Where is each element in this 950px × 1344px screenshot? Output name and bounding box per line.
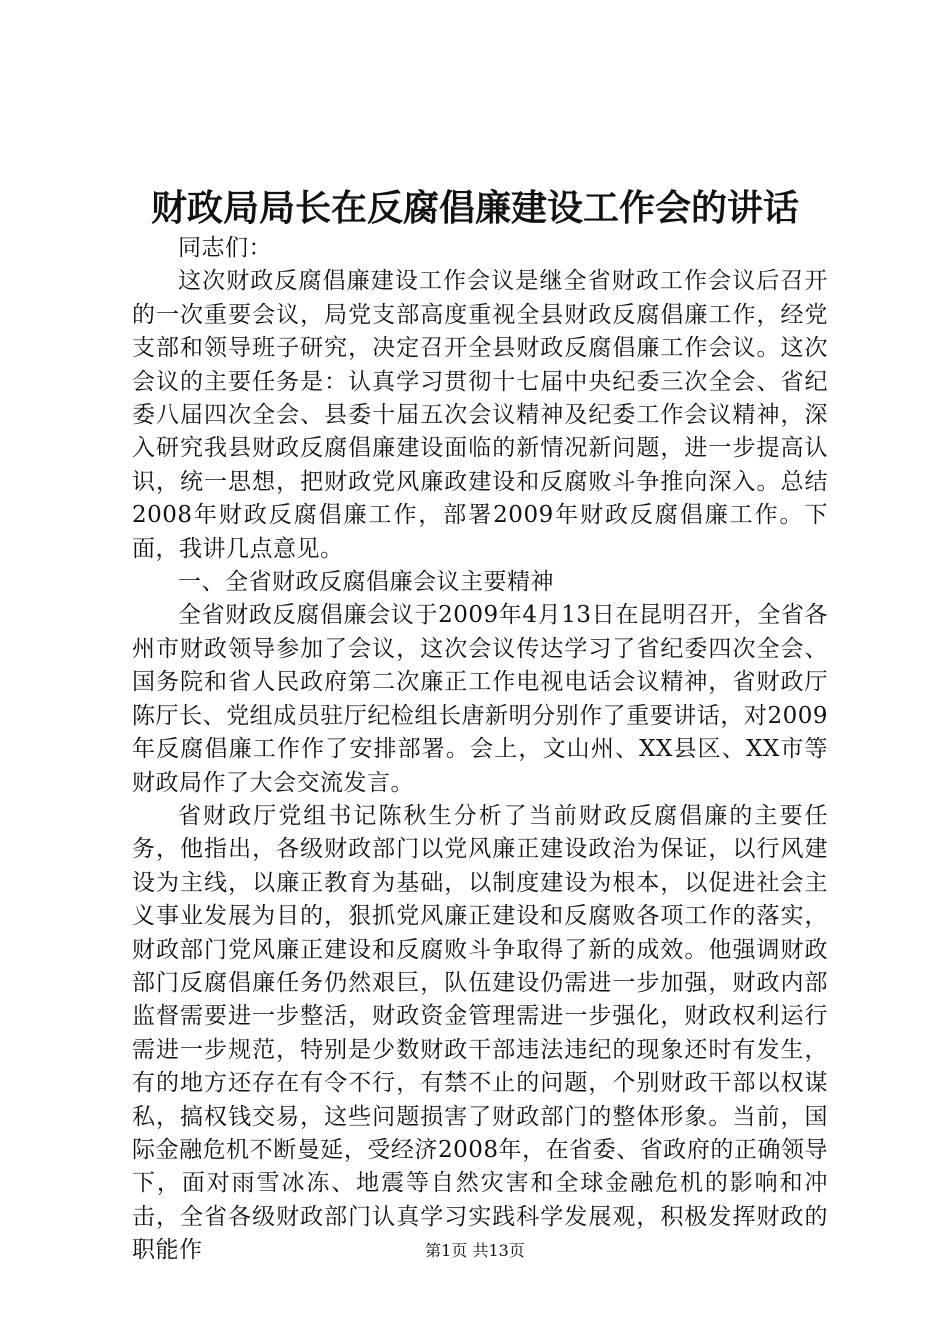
paragraph: 这次财政反腐倡廉建设工作会议是继全省财政工作会议后召开的一次重要会议，局党支部高度重视全县财政反腐倡廉工作，经党支部和领导班子研究，决定召开全县财政反腐倡廉工作会议。这次会议的主要任务是：认真学习贯彻十七届中央纪委三次全会、省纪委八届四次全会、县委十届五次会议精神及纪委工作会议精神，深入研究我县财政反腐倡廉建设面临的新情况新问题，进一步提高认识，统一思想，把财政党风廉政建设和反腐败斗争推向深入。总结2008年财政反腐倡廉工作，部署2009年财政反腐倡廉工作。下面，我讲几点意见。 — [132, 268, 828, 562]
document-body — [132, 232, 828, 1268]
paragraph: 省财政厅党组书记陈秋生分析了当前财政反腐倡廉的主要任务，他指出，各级财政部门以党风廉正建设政治为保证，以行风建设为主线，以廉正教育为基础，以制度建设为根本，以促进社会主义事业发展为目的，狠抓党风廉正建设和反腐败各项工作的落实，财政部门党风廉正建设和反腐败斗争取得了新的成效。他强调财政部门反腐倡廉任务仍然艰巨，队伍建设仍需进一步加强，财政内部监督需要进一步整活，财政资金管理需进一步强化，财政权利运行需进一步规范，特别是少数财政干部违法违纪的现象还时有发生，有的地方还存在有令不行，有禁不止的问题，个别财政干部以权谋私，搞权钱交易，这些问题损害了财政部门的整体形象。当前，国际金融危机不断曼延，受经济2008年，在省委、省政府的正确领导下，面对雨雪冰冻、地震等自然灾害和全球金融危机的影响和冲击，全省各级财政部门认真学习实践科学发展观，积极发挥财政的职能作 — [132, 802, 828, 1264]
paragraph: 全省财政反腐倡廉会议于2009年4月13日在昆明召开，全省各州市财政领导参加了会议，这次会议传达学习了省纪委四次全会、国务院和省人民政府第二次廉正工作电视电话会议精神，省财政厅陈厅长、党组成员驻厅纪检组长唐新明分别作了重要讲话，对2009年反腐倡廉工作作了安排部署。会上，文山州、XX县区、XX市等财政局作了大会交流发言。 — [132, 602, 828, 796]
document-title: 财政局局长在反腐倡廉建设工作会的讲话 — [150, 187, 799, 229]
salutation: 同志们： — [178, 235, 272, 261]
section-heading: 一、全省财政反腐倡廉会议主要精神 — [178, 569, 554, 596]
page-footer: 第1页 共13页 — [425, 1241, 525, 1260]
